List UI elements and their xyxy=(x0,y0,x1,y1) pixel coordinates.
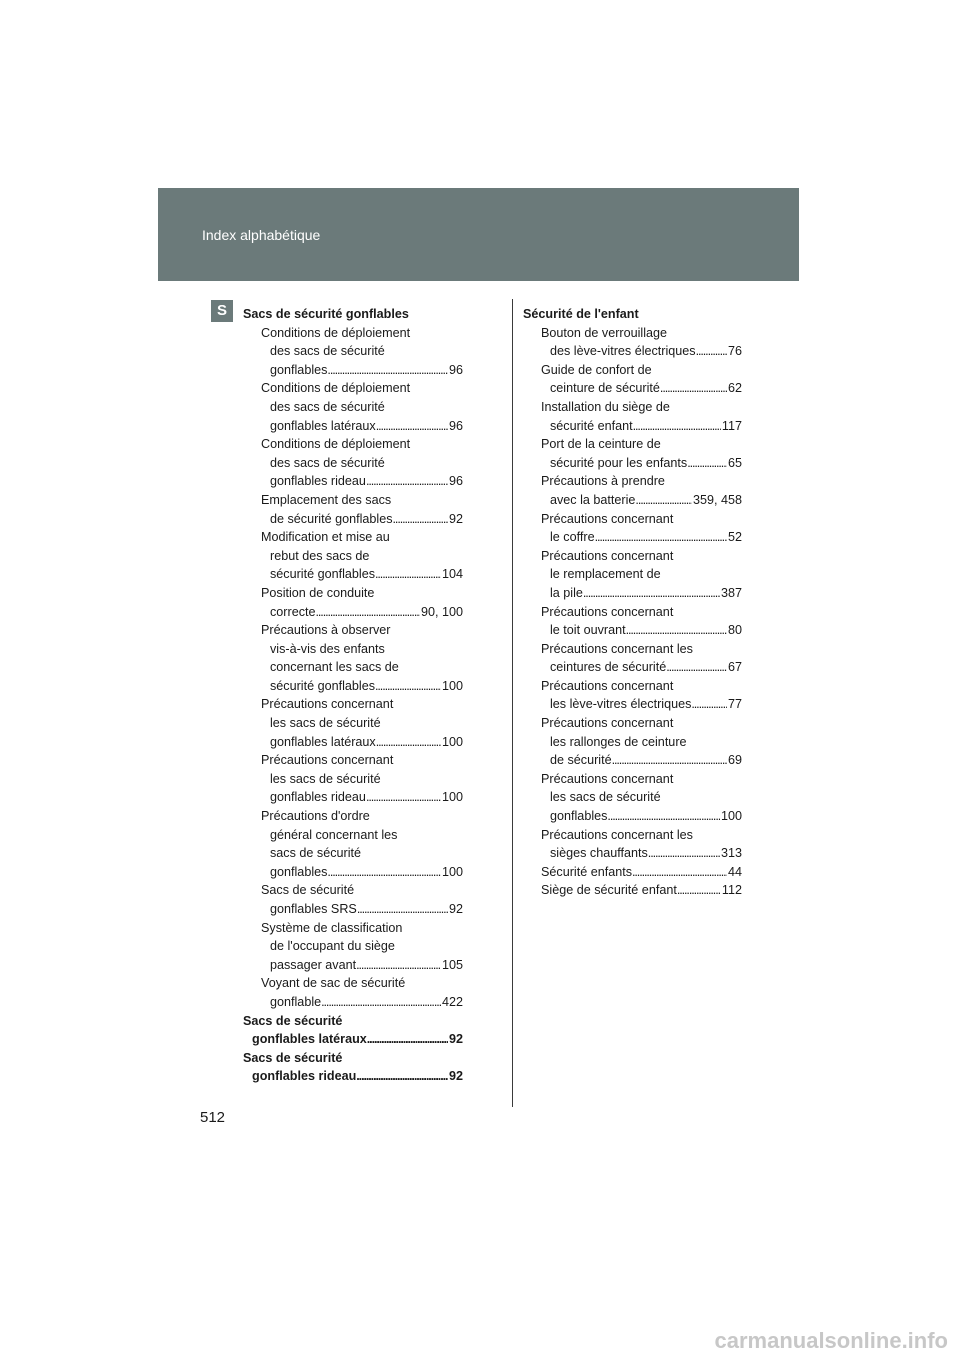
index-entry-line: Précautions concernant xyxy=(541,604,674,619)
page-ref: 313 xyxy=(720,846,742,861)
entry-text: sièges chauffants xyxy=(550,846,648,861)
index-entry-line: Conditions de déploiement xyxy=(261,437,411,452)
index-entry-line: Emplacement des sacs xyxy=(261,492,392,507)
index-entry-line xyxy=(243,472,463,491)
index-entry-line: les sacs de sécurité xyxy=(270,771,381,786)
page-ref: 92 xyxy=(448,511,463,526)
entry-text: sécurité gonflables xyxy=(270,567,376,582)
page-ref: 100 xyxy=(441,678,463,693)
index-entry-line xyxy=(523,584,742,603)
index-entry-line: Sacs de sécurité xyxy=(261,883,355,898)
index-entry-line: Précautions concernant xyxy=(261,753,394,768)
entry-text: gonflables xyxy=(270,362,328,377)
dot-leader xyxy=(612,751,727,770)
index-entry-line: Bouton de verrouillage xyxy=(541,325,668,340)
page-ref: 96 xyxy=(448,418,463,433)
entry-text: le toit ouvrant xyxy=(550,623,626,638)
dot-leader xyxy=(367,1030,448,1049)
index-entry-line xyxy=(243,788,463,807)
page-ref: 112 xyxy=(721,883,742,898)
dot-leader xyxy=(393,510,448,529)
index-entry-line xyxy=(243,510,463,529)
dot-leader xyxy=(366,788,441,807)
index-entry-line: Position de conduite xyxy=(261,585,375,600)
entry-text: sécurité pour les enfants xyxy=(550,455,688,470)
dot-leader xyxy=(356,956,441,975)
dot-leader xyxy=(648,844,720,863)
dot-leader xyxy=(696,342,727,361)
page-ref: 422 xyxy=(441,994,463,1009)
index-entry-line xyxy=(523,751,742,770)
index-entry-line: Précautions concernant xyxy=(541,548,674,563)
index-entry-line: Conditions de déploiement xyxy=(261,381,411,396)
dot-leader xyxy=(321,993,441,1012)
index-entry-line: Système de classification xyxy=(261,920,403,935)
index-entry-line: Précautions concernant les xyxy=(541,641,693,656)
entry-text: gonflables latéraux xyxy=(270,734,376,749)
index-entry-line xyxy=(243,677,463,696)
index-heading: Sacs de sécurité xyxy=(243,1013,343,1028)
entry-text: gonflables rideau xyxy=(270,474,366,489)
dot-leader xyxy=(635,491,692,510)
entry-text: des lève-vitres électriques xyxy=(550,344,696,359)
index-column-left xyxy=(243,305,463,1086)
page-ref: 359, 458 xyxy=(692,492,742,507)
dot-leader xyxy=(583,584,720,603)
index-entry-line xyxy=(243,733,463,752)
page-ref: 100 xyxy=(441,864,463,879)
page-ref: 92 xyxy=(448,902,463,916)
index-entry-line: des sacs de sécurité xyxy=(270,344,385,359)
page-ref: 96 xyxy=(448,362,463,377)
page-ref: 65 xyxy=(727,455,742,470)
index-entry-line: Précautions concernant xyxy=(541,511,674,526)
index-entry-line: concernant les sacs de xyxy=(270,660,399,675)
index-entry-line xyxy=(523,454,742,473)
dot-leader xyxy=(626,621,727,640)
header-title: Index alphabétique xyxy=(202,227,321,243)
index-entry-line xyxy=(243,900,463,919)
dot-leader xyxy=(366,472,448,491)
index-entry-line xyxy=(243,361,463,380)
entry-text: sécurité gonflables xyxy=(270,678,376,693)
index-entry-line: le remplacement de xyxy=(550,567,661,582)
index-entry-line xyxy=(243,417,463,436)
entry-text: de sécurité xyxy=(550,753,612,768)
dot-leader xyxy=(607,807,720,826)
index-entry-line: les rallonges de ceinture xyxy=(550,734,687,749)
dot-leader xyxy=(316,603,420,622)
letter-tab: S xyxy=(211,300,233,322)
entry-text: Siège de sécurité enfant xyxy=(541,883,677,898)
index-entry-line xyxy=(243,1030,463,1049)
index-entry-line: Précautions d'ordre xyxy=(261,809,370,824)
page-ref: 100 xyxy=(720,809,742,824)
page-ref: 44 xyxy=(727,864,742,879)
page-ref: 69 xyxy=(727,753,742,768)
entry-text: les lève-vitres électriques xyxy=(550,697,692,712)
index-entry-line xyxy=(523,491,742,510)
page-ref: 92 xyxy=(448,1032,463,1047)
index-entry-line: sacs de sécurité xyxy=(270,846,361,861)
index-entry-line: Précautions concernant les xyxy=(541,827,693,842)
index-entry-line xyxy=(523,863,742,882)
index-column-right xyxy=(523,305,742,900)
page-ref: 77 xyxy=(727,697,742,712)
index-entry-line xyxy=(243,956,463,975)
dot-leader xyxy=(376,417,448,436)
index-entry-line: Voyant de sac de sécurité xyxy=(261,976,406,991)
dot-leader xyxy=(632,863,727,882)
index-entry-line: Précautions concernant xyxy=(261,697,394,712)
index-entry-line: rebut des sacs de xyxy=(270,548,370,563)
index-entry-line xyxy=(243,993,463,1012)
dot-leader xyxy=(660,379,727,398)
index-entry-line xyxy=(523,658,742,677)
dot-leader xyxy=(376,733,441,752)
entry-text: passager avant xyxy=(270,957,357,972)
dot-leader xyxy=(327,863,441,882)
page-ref: 104 xyxy=(441,567,463,582)
entry-text: gonflables SRS xyxy=(270,902,357,916)
entry-text: gonflables xyxy=(550,809,608,824)
page-ref: 52 xyxy=(727,530,742,545)
entry-text: ceinture de sécurité xyxy=(550,381,660,396)
dot-leader xyxy=(356,1067,448,1086)
page-ref: 105 xyxy=(441,957,463,972)
index-entry-line xyxy=(523,881,742,900)
entry-text: correcte xyxy=(270,604,316,619)
index-entry-line: Port de la ceinture de xyxy=(541,437,661,452)
index-entry-line xyxy=(523,342,742,361)
entry-text: gonflables rideau xyxy=(252,1069,357,1084)
index-entry-line: vis-à-vis des enfants xyxy=(270,641,385,656)
index-entry-line: Conditions de déploiement xyxy=(261,325,411,340)
index-entry-line: les sacs de sécurité xyxy=(270,716,381,731)
index-entry-line: Précautions à observer xyxy=(261,623,391,638)
entry-text: Sécurité enfants xyxy=(541,864,633,879)
index-entry-line xyxy=(243,1067,463,1086)
index-entry-line: de l'occupant du siège xyxy=(270,939,395,954)
index-heading: Sécurité de l'enfant xyxy=(523,307,639,321)
page-ref: 62 xyxy=(727,381,742,396)
index-entry-line: Modification et mise au xyxy=(261,530,390,545)
entry-text: gonflables latéraux xyxy=(270,418,376,433)
dot-leader xyxy=(327,361,448,380)
entry-text: gonflables rideau xyxy=(270,790,366,805)
entry-text: gonflables latéraux xyxy=(252,1032,367,1047)
index-entry-line xyxy=(523,844,742,863)
page-ref: 80 xyxy=(727,623,742,638)
page-number: 512 xyxy=(200,1109,226,1126)
index-entry-line: des sacs de sécurité xyxy=(270,455,385,470)
page-ref: 387 xyxy=(720,585,742,600)
entry-text: la pile xyxy=(550,585,583,600)
page-ref: 100 xyxy=(441,790,463,805)
index-heading: Sacs de sécurité xyxy=(243,1050,343,1065)
dot-leader xyxy=(595,528,727,547)
index-entry-line: général concernant les xyxy=(270,827,398,842)
section-header xyxy=(158,188,799,281)
dot-leader xyxy=(357,900,448,919)
page-ref: 90, 100 xyxy=(420,604,463,619)
index-entry-line xyxy=(523,621,742,640)
index-entry-line xyxy=(523,695,742,714)
column-divider xyxy=(512,299,513,1107)
index-entry-line: Guide de confort de xyxy=(541,362,652,377)
page-ref: 117 xyxy=(721,418,742,433)
entry-text: gonflable xyxy=(270,994,322,1009)
dot-leader xyxy=(375,565,441,584)
index-entry-line: Installation du siège de xyxy=(541,399,670,414)
entry-text: de sécurité gonflables xyxy=(270,511,393,526)
dot-leader xyxy=(687,454,727,473)
entry-text: ceintures de sécurité xyxy=(550,660,667,675)
index-entry-line xyxy=(523,379,742,398)
dot-leader xyxy=(677,881,721,900)
page-ref: 76 xyxy=(727,344,742,359)
index-entry-line xyxy=(523,807,742,826)
page-ref: 92 xyxy=(448,1069,463,1084)
dot-leader xyxy=(666,658,727,677)
entry-text: avec la batterie xyxy=(550,492,636,507)
entry-text: sécurité enfant xyxy=(550,418,633,433)
index-entry-line xyxy=(523,528,742,547)
watermark: carmanualsonline.info xyxy=(714,1328,948,1353)
dot-leader xyxy=(375,677,441,696)
index-entry-line: Précautions concernant xyxy=(541,716,674,731)
index-entry-line: les sacs de sécurité xyxy=(550,790,661,805)
index-entry-line xyxy=(523,417,742,436)
index-entry-line: des sacs de sécurité xyxy=(270,399,385,414)
dot-leader xyxy=(691,695,727,714)
index-heading: Sacs de sécurité gonflables xyxy=(243,307,409,321)
index-entry-line: Précautions concernant xyxy=(541,771,674,786)
index-entry-line: Précautions à prendre xyxy=(541,474,665,489)
dot-leader xyxy=(633,417,721,436)
entry-text: gonflables xyxy=(270,864,328,879)
page-ref: 100 xyxy=(441,734,463,749)
index-entry-line xyxy=(243,603,463,622)
page-ref: 67 xyxy=(727,660,742,675)
index-entry-line xyxy=(243,565,463,584)
entry-text: le coffre xyxy=(550,530,595,545)
index-entry-line xyxy=(243,863,463,882)
page-ref: 96 xyxy=(448,474,463,489)
index-entry-line: Précautions concernant xyxy=(541,678,674,693)
